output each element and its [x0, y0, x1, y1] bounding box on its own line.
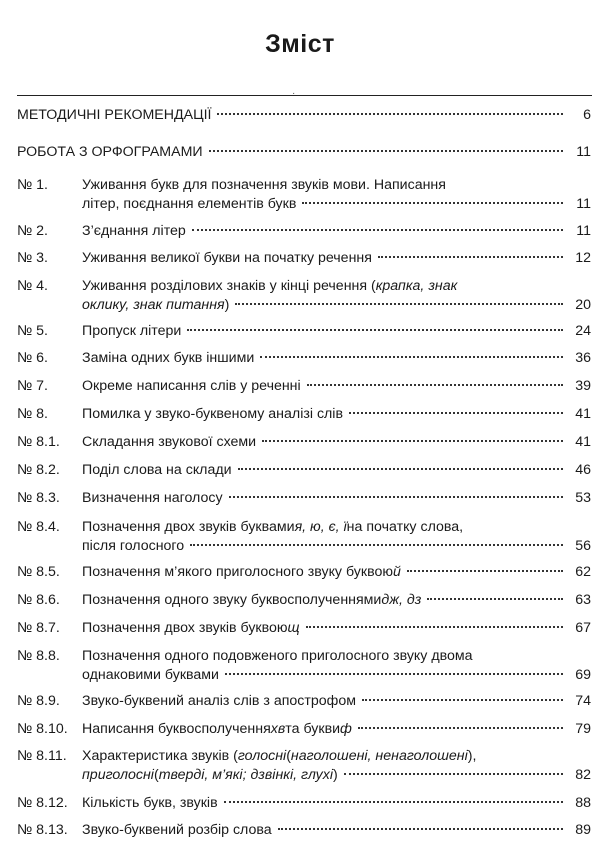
title-divider	[17, 95, 592, 96]
dot-leader	[307, 384, 563, 386]
toc-entry[interactable]	[17, 222, 591, 241]
entry-text: Звуко-буквений аналіз слів з апострофом	[82, 693, 356, 709]
entry-text: після голосного	[82, 538, 185, 554]
dot-leader	[407, 570, 563, 572]
page-number: 39	[575, 378, 591, 394]
entry-text: Позначення двох звуків буквою	[82, 620, 288, 636]
page-number: 62	[575, 564, 591, 580]
entry-text: )	[224, 297, 230, 313]
toc-entry[interactable]	[17, 405, 591, 424]
entry-number: № 6.	[17, 350, 48, 366]
entry-number: № 5.	[17, 323, 48, 339]
entry-text: літер, поєднання елементів букв	[82, 196, 297, 212]
dot-leader	[262, 440, 563, 442]
page-number: 53	[575, 490, 591, 506]
dot-leader	[225, 673, 563, 675]
entry-text: однаковими буквами	[82, 667, 219, 683]
dot-leader	[187, 329, 563, 331]
entry-text: та букви	[285, 721, 341, 737]
page-number: 24	[575, 323, 591, 339]
dot-leader	[238, 468, 563, 470]
page-number: 12	[575, 250, 591, 266]
dot-leader	[306, 626, 563, 628]
dot-leader	[278, 828, 563, 830]
entry-text: Написання буквосполучення	[82, 721, 271, 737]
entry-number: № 2.	[17, 223, 48, 239]
toc-entry[interactable]	[17, 249, 591, 268]
page-number: 67	[575, 620, 591, 636]
entry-text-italic: й	[393, 564, 401, 580]
dot-leader	[349, 412, 563, 414]
entry-number: № 8.8.	[17, 648, 60, 664]
toc-section-orthograms[interactable]	[17, 143, 591, 162]
toc-section-title: РОБОТА З ОРФОГРАМАМИ	[17, 144, 203, 160]
entry-number: № 7.	[17, 378, 48, 394]
entry-text-italic: дж, дз	[381, 592, 422, 608]
dot-leader	[217, 113, 563, 115]
toc-entry[interactable]	[17, 794, 591, 813]
page-number: 6	[583, 107, 591, 123]
entry-text: Заміна одних букв іншими	[82, 350, 255, 366]
dot-leader	[190, 544, 563, 546]
toc-entry[interactable]	[17, 322, 591, 341]
entry-number: № 8.6.	[17, 592, 60, 608]
entry-text: Позначення двох звуків буквами	[82, 519, 295, 535]
page-number: 82	[575, 767, 591, 783]
entry-number: № 8.11.	[17, 748, 67, 764]
entry-text-italic: наголошені, ненаголошені	[290, 748, 468, 764]
toc-entry[interactable]	[17, 720, 591, 739]
toc-entry[interactable]	[17, 489, 591, 508]
page-number: 74	[575, 693, 591, 709]
entry-number: № 8.7.	[17, 620, 60, 636]
entry-number: № 8.4.	[17, 519, 60, 535]
entry-number: № 8.	[17, 406, 48, 422]
dot-leader	[302, 202, 563, 204]
entry-number: № 8.10.	[17, 721, 68, 737]
toc-entry[interactable]	[17, 563, 591, 582]
toc-entry[interactable]	[17, 349, 591, 368]
entry-text: Позначення м’якого приголосного звуку буквою	[82, 564, 393, 580]
dot-leader	[260, 356, 563, 358]
page-number: 11	[576, 144, 591, 160]
entry-text: Уживання букв для позначення звуків мови. Написання	[82, 177, 446, 193]
entry-text-italic: приголосні	[82, 767, 154, 783]
toc-entry[interactable]	[17, 747, 591, 785]
entry-text: Пропуск літери	[82, 323, 182, 339]
entry-text: Помилка у звуко-буквеному аналізі слів	[82, 406, 343, 422]
entry-number: № 3.	[17, 250, 48, 266]
entry-number: № 8.3.	[17, 490, 60, 506]
speck: ·	[292, 88, 296, 99]
entry-text: ),	[467, 748, 477, 764]
entry-number: № 8.12.	[17, 795, 68, 811]
entry-number: № 8.2.	[17, 462, 60, 478]
entry-text: Визначення наголосу	[82, 490, 223, 506]
toc-entry[interactable]	[17, 591, 591, 610]
entry-text: Звуко-буквений розбір слова	[82, 822, 272, 838]
page-number: 11	[576, 196, 591, 212]
entry-text-italic: ф	[340, 721, 352, 737]
toc-entry[interactable]	[17, 433, 591, 452]
entry-number: № 4.	[17, 278, 48, 294]
dot-leader	[235, 303, 563, 305]
dot-leader	[224, 801, 563, 803]
page-title: Зміст	[265, 30, 335, 58]
entry-text-italic: тверді, м’які; дзвінкі, глухі	[158, 767, 334, 783]
toc-section-methodical[interactable]	[17, 106, 591, 125]
entry-number: № 8.13.	[17, 822, 68, 838]
toc-section-title: МЕТОДИЧНІ РЕКОМЕНДАЦІЇ	[17, 107, 212, 123]
entry-text: на початку слова,	[346, 519, 464, 535]
dot-leader	[378, 256, 563, 258]
entry-text-italic: оклику, знак питання	[82, 297, 225, 313]
toc-entry[interactable]	[17, 518, 591, 556]
entry-text: Уживання розділових знаків у кінці речення (	[82, 278, 376, 294]
entry-number: № 8.9.	[17, 693, 60, 709]
entry-text: Позначення одного звуку буквосполученнями	[82, 592, 382, 608]
page-number: 20	[575, 297, 591, 313]
entry-text: З’єднання літер	[82, 223, 186, 239]
page-number: 63	[575, 592, 591, 608]
entry-text: Окреме написання слів у реченні	[82, 378, 301, 394]
page-number: 69	[575, 667, 591, 683]
entry-text: Поділ слова на склади	[82, 462, 232, 478]
dot-leader	[209, 150, 563, 152]
entry-number: № 1.	[17, 177, 48, 193]
entry-text: Позначення одного подовженого приголосного звуку двома	[82, 648, 473, 664]
entry-text: Кількість букв, звуків	[82, 795, 218, 811]
toc-entry[interactable]	[17, 647, 591, 685]
page-number: 41	[575, 434, 591, 450]
toc-entry[interactable]	[17, 377, 591, 396]
toc-entry[interactable]	[17, 277, 591, 315]
dot-leader	[192, 229, 563, 231]
page-number: 89	[575, 822, 591, 838]
dot-leader	[344, 773, 563, 775]
entry-text: Уживання великої букви на початку речення	[82, 250, 372, 266]
page-number: 41	[575, 406, 591, 422]
page-number: 46	[575, 462, 591, 478]
page-number: 36	[575, 350, 591, 366]
entry-text: (	[286, 748, 291, 764]
page-number: 79	[575, 721, 591, 737]
page-number: 11	[576, 223, 591, 239]
page-number: 56	[575, 538, 591, 554]
dot-leader	[358, 727, 563, 729]
entry-number: № 8.5.	[17, 564, 60, 580]
entry-text-italic: хв	[270, 721, 286, 737]
toc-entry[interactable]	[17, 176, 591, 214]
entry-text: Характеристика звуків (	[82, 748, 238, 764]
dot-leader	[229, 496, 563, 498]
entry-text: )	[333, 767, 338, 783]
entry-text-italic: щ	[287, 620, 300, 636]
dot-leader	[362, 699, 563, 701]
page-number: 88	[575, 795, 591, 811]
entry-text: Складання звукової схеми	[82, 434, 257, 450]
toc-entry[interactable]	[17, 692, 591, 711]
dot-leader	[427, 598, 563, 600]
entry-number: № 8.1.	[17, 434, 60, 450]
entry-text-italic: голосні	[237, 748, 287, 764]
entry-text-italic: крапка, знак	[375, 278, 458, 294]
entry-text: (	[153, 767, 159, 783]
entry-text-italic: я, ю, є, ї	[294, 519, 347, 535]
toc-entry[interactable]	[17, 821, 591, 840]
toc-entry[interactable]	[17, 619, 591, 638]
toc-entry[interactable]	[17, 461, 591, 480]
